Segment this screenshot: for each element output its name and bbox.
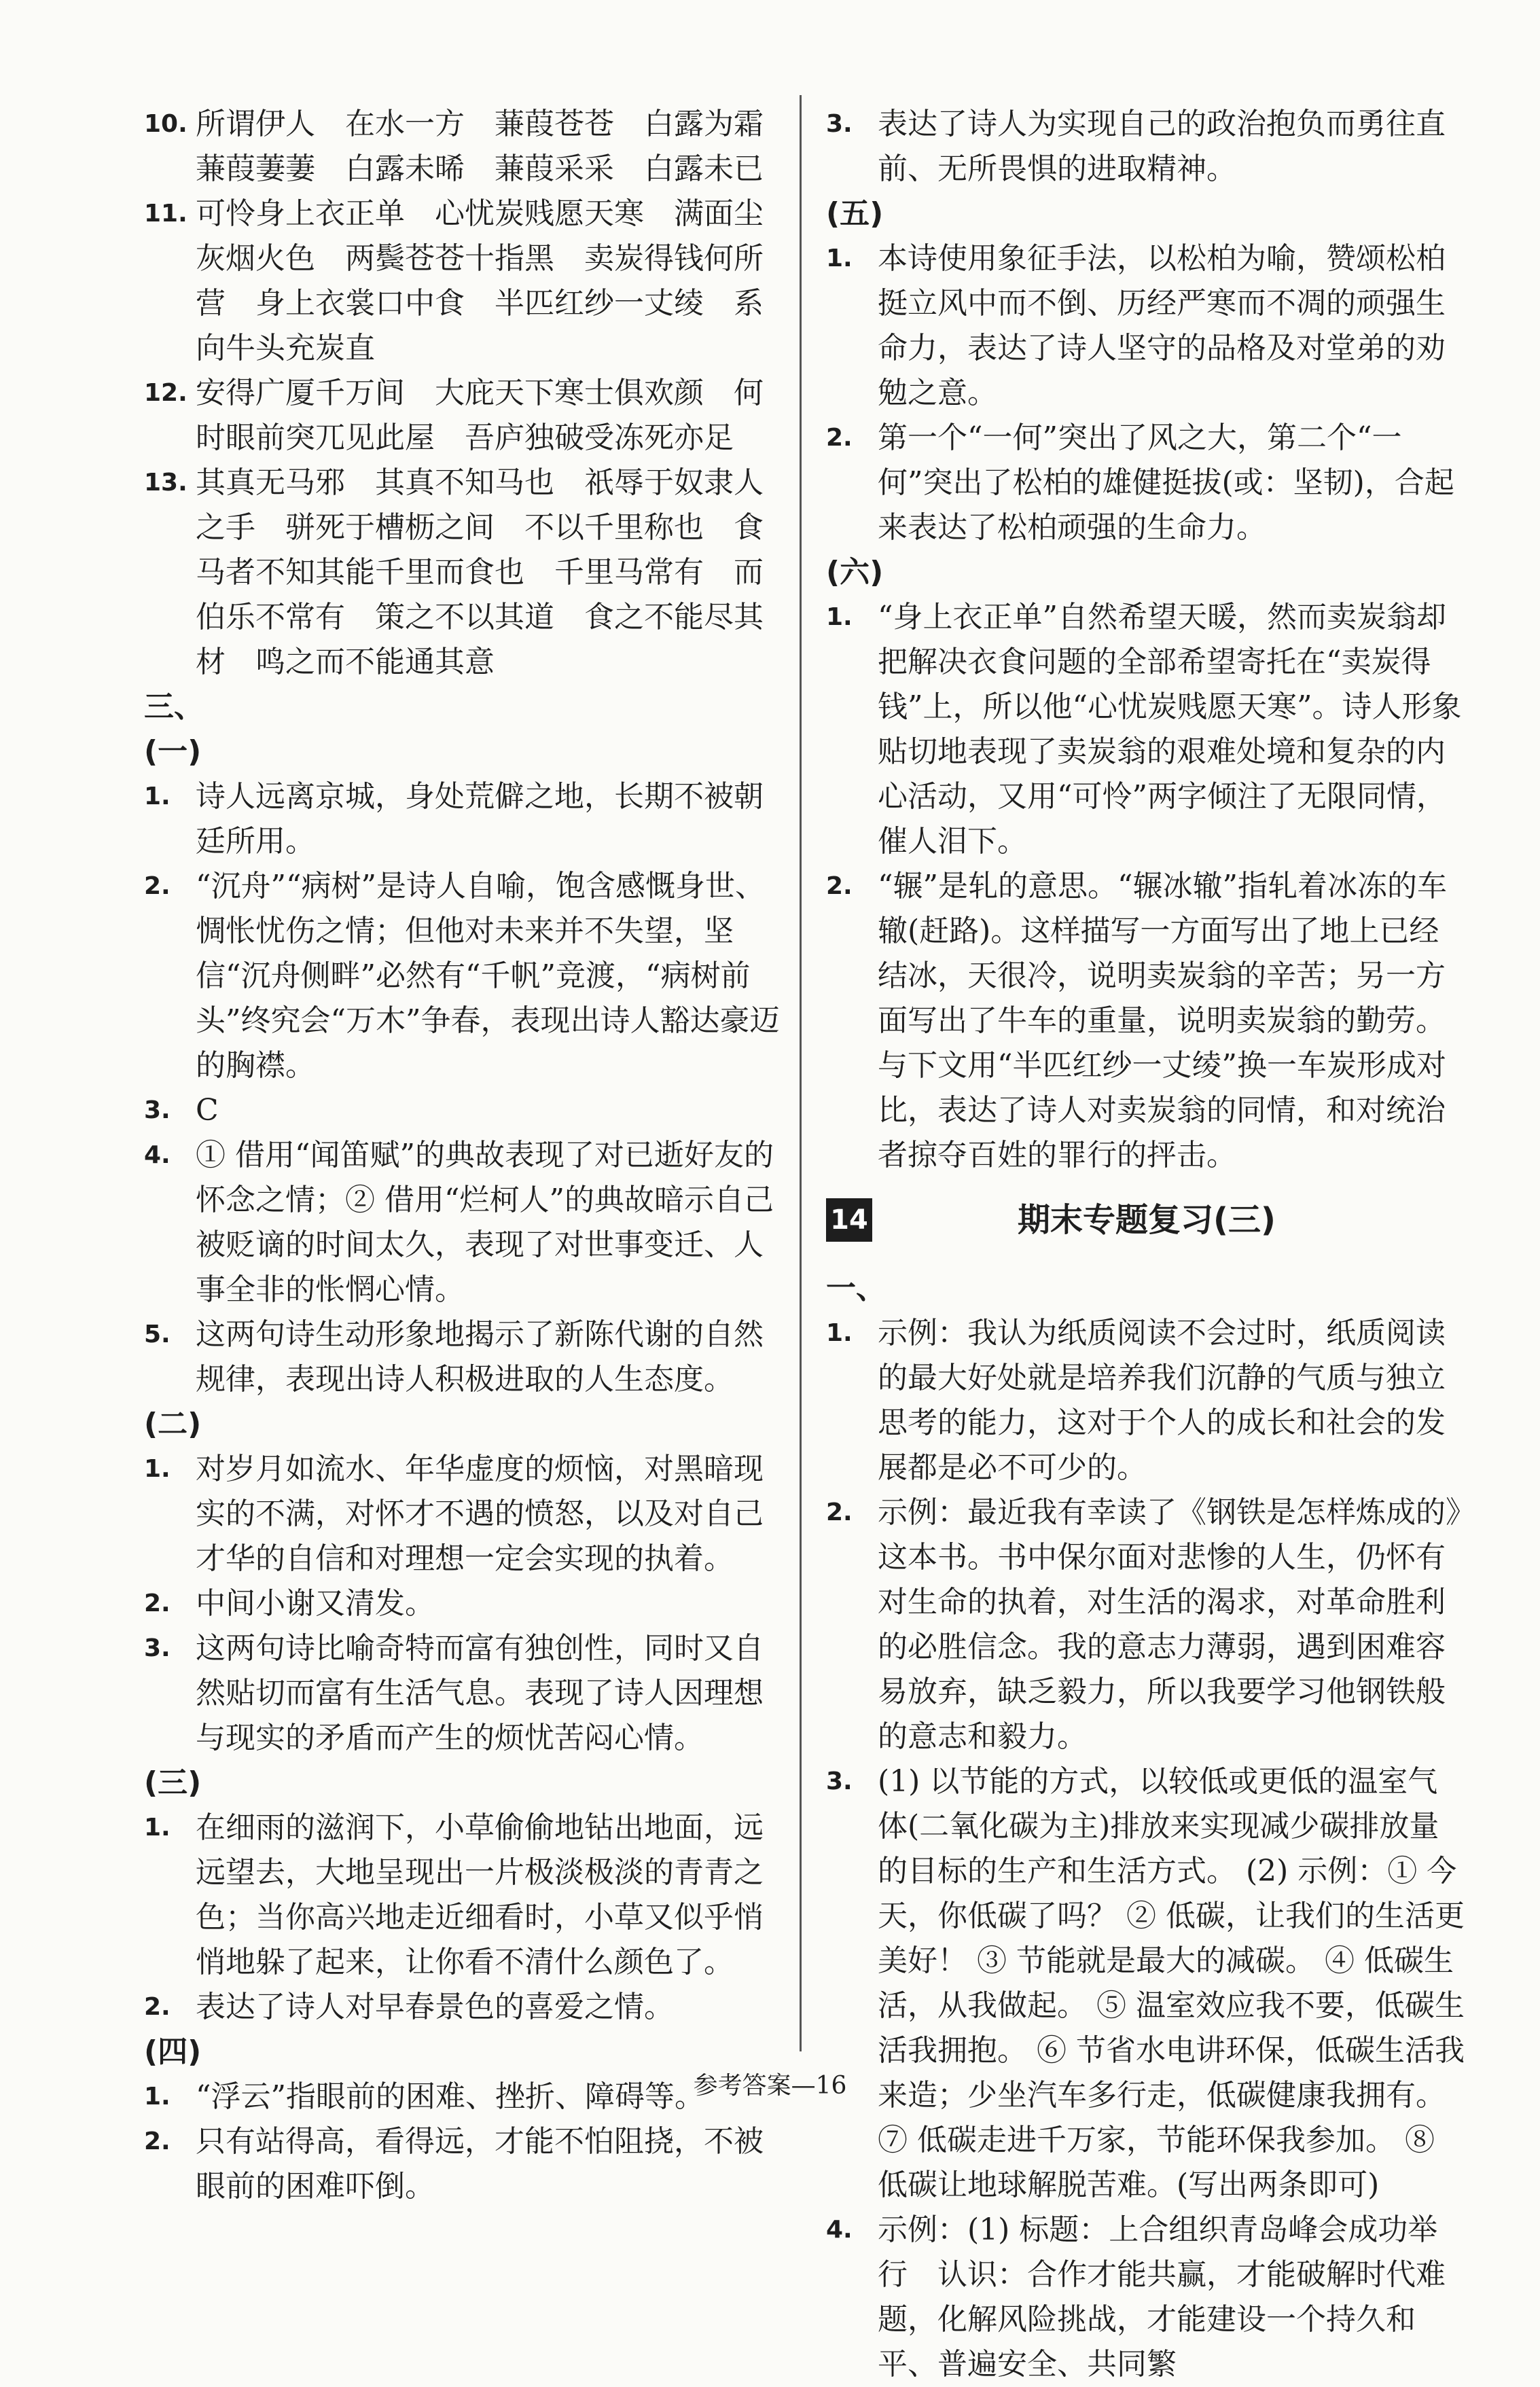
answer-number: 12. — [144, 379, 187, 407]
subsection-3-items — [144, 1806, 788, 2030]
answer-text: 示例：我认为纸质阅读不会过时，纸质阅读的最大好处就是培养我们沉静的气质与独立思考的能力，这对于个人的成长和社会的发展都是必不可少的。 — [878, 1316, 1446, 1485]
answer-item — [826, 595, 1467, 864]
answer-item — [144, 461, 788, 685]
answer-number: 4. — [826, 2216, 853, 2244]
subsection-5-items — [826, 236, 1467, 550]
answer-item — [826, 236, 1467, 416]
answer-text: 表达了诗人为实现自己的政治抱负而勇往直前、无所畏惧的进取精神。 — [878, 107, 1446, 186]
column-divider — [800, 95, 802, 2051]
subsection-5-label: (五) — [826, 196, 884, 231]
answer-number: 1. — [826, 245, 853, 272]
answer-item — [144, 1626, 788, 1761]
subsection-3-label: (三) — [144, 1765, 202, 1800]
answer-text: “浮云”指眼前的困难、挫折、障碍等。 — [196, 2079, 704, 2114]
section-number-badge: 14 — [826, 1198, 872, 1242]
answer-number: 5. — [144, 1321, 171, 1348]
answer-text: C — [196, 1093, 219, 1128]
answer-number: 1. — [144, 1814, 171, 1842]
answer-item — [144, 1581, 788, 1626]
answer-item — [826, 416, 1467, 550]
answer-text: 示例：最近我有幸读了《钢铁是怎样炼成的》这本书。书中保尔面对悲惨的人生，仍怀有对生命的执着，对生活的渴求，对革命胜利的必胜信念。我的意志力薄弱，遇到困难容易放弃，缺乏毅力，所以我要学习他钢铁般的意志和毅力。 — [878, 1495, 1461, 1754]
answer-text: 诗人远离京城，身处荒僻之地，长期不被朝廷所用。 — [196, 779, 764, 859]
answer-item — [144, 1985, 788, 2030]
answer-text: 本诗使用象征手法，以松柏为喻，赞颂松柏挺立风中而不倒、历经严寒而不凋的顽强生命力，表达了诗人坚守的品格及对堂弟的劝勉之意。 — [878, 241, 1446, 410]
answer-text: 对岁月如流水、年华虚度的烦恼，对黑暗现实的不满，对怀才不遇的愤怒，以及对自己才华的自信和对理想一定会实现的执着。 — [196, 1452, 764, 1576]
answer-item — [826, 1311, 1467, 1490]
right-top-items — [826, 102, 1467, 192]
answer-item — [144, 1088, 788, 1133]
subsection-2-items — [144, 1447, 788, 1761]
answer-number: 3. — [826, 1767, 853, 1795]
answer-text: 这两句诗生动形象地揭示了新陈代谢的自然规律，表现出诗人积极进取的人生态度。 — [196, 1317, 764, 1397]
subsection-1-label: (一) — [144, 734, 202, 769]
answer-number: 1. — [144, 1455, 171, 1483]
answer-number: 13. — [144, 469, 187, 497]
page-footer: 参考答案—16 — [693, 2072, 847, 2100]
answer-number: 3. — [144, 1634, 171, 1662]
answer-text: 这两句诗比喻奇特而富有独创性，同时又自然贴切而富有生活气息。表现了诗人因理想与现实的矛盾而产生的烦忧苦闷心情。 — [196, 1631, 764, 1755]
answer-item — [144, 1806, 788, 1985]
answer-item — [144, 1133, 788, 1312]
subsection-6-label: (六) — [826, 555, 884, 590]
answer-item — [144, 1447, 788, 1581]
part-3-label: 三、 — [144, 689, 204, 724]
answer-text: 在细雨的滋润下，小草偷偷地钻出地面，远远望去，大地呈现出一片极淡极淡的青青之色；当你高兴地走近细看时，小草又似乎悄悄地躲了起来，让你看不清什么颜色了。 — [196, 1810, 764, 1979]
answer-text: 所谓伊人 在水一方 蒹葭苍苍 白露为霜 蒹葭萋萋 白露未晞 蒹葭采采 白露未已 — [196, 107, 793, 186]
answer-item — [826, 864, 1467, 1178]
answer-text: 示例：(1) 标题：上合组织青岛峰会成功举行 认识：合作才能共赢，才能破解时代难题，化解风险挑战，才能建设一个持久和平、普遍安全、共同繁 — [878, 2212, 1446, 2382]
part-1-label: 一、 — [826, 1271, 886, 1306]
answer-number: 2. — [826, 1498, 853, 1526]
answer-text: 安得广厦千万间 大庇天下寒士俱欢颜 何时眼前突兀见此屋 吾庐独破受冻死亦足 — [196, 376, 764, 455]
answer-number: 1. — [826, 603, 853, 631]
answer-text: (1) 以节能的方式，以较低或更低的温室气体(二氧化碳为主)排放来实现减少碳排放量的目标的生产和生活方式。 (2) 示例：① 今天，你低碳了吗？ ② 低碳，让我们的生活更美好！ ③ 节能就是最大的减碳。 ④ 低碳生活，从我做起。 ⑤ 温室效应我不要，低碳生活我拥抱。 ⑥ 节省水电讲环保，低碳生活我来造；少坐汽车多行走，低碳健康我拥有。 ⑦ 低碳走进千万家，节能环保我参加。 ⑧ 低碳让地球解脱苦难。(写出两条即可) — [878, 1764, 1465, 2202]
part-1-items — [826, 1311, 1467, 2387]
answer-item — [144, 1312, 788, 1402]
answer-item — [826, 2208, 1467, 2387]
answer-text: 表达了诗人对早春景色的喜爱之情。 — [196, 1990, 674, 2024]
answer-item — [826, 1759, 1467, 2208]
answer-text: 第一个“一何”突出了风之大，第二个“一何”突出了松柏的雄健挺拔(或：坚韧)，合起来表达了松柏顽强的生命力。 — [878, 420, 1454, 545]
answer-text: ① 借用“闻笛赋”的典故表现了对已逝好友的怀念之情；② 借用“烂柯人”的典故暗示自己被贬谪的时间太久，表现了对世事变迁、人事全非的怅惘心情。 — [196, 1138, 774, 1307]
subsection-4-label: (四) — [144, 2034, 202, 2069]
answer-number: 2. — [826, 424, 853, 452]
answer-number: 10. — [144, 110, 187, 138]
subsection-2-label: (二) — [144, 1407, 202, 1441]
answer-number: 2. — [144, 1993, 171, 2021]
answer-number: 2. — [826, 872, 853, 900]
left-column — [144, 102, 793, 2209]
subsection-6-items — [826, 595, 1467, 1178]
answer-item — [144, 102, 793, 192]
answer-text: “身上衣正单”自然希望天暖，然而卖炭翁却把解决衣食问题的全部希望寄托在“卖炭得钱”上，所以他“心忧炭贱愿天寒”。诗人形象贴切地表现了卖炭翁的艰难处境和复杂的内心活动，又用“可怜”两字倾注了无限同情，催人泪下。 — [878, 600, 1462, 859]
answer-number: 1. — [144, 783, 171, 810]
answer-item — [144, 864, 788, 1088]
section-header — [826, 1183, 1467, 1263]
answer-number: 1. — [826, 1319, 853, 1347]
right-column — [826, 102, 1467, 2387]
answer-item — [826, 102, 1467, 192]
answer-number: 4. — [144, 1141, 171, 1169]
left-top-items — [144, 102, 793, 685]
answer-number: 3. — [144, 1096, 171, 1124]
answer-text: 只有站得高，看得远，才能不怕阻挠，不被眼前的困难吓倒。 — [196, 2124, 764, 2204]
answer-text: 中间小谢又清发。 — [196, 1586, 435, 1621]
answer-number: 3. — [826, 110, 853, 138]
answer-text: 可怜身上衣正单 心忧炭贱愿天寒 满面尘灰烟火色 两鬓苍苍十指黑 卖炭得钱何所营 身上衣裳口中食 半匹红纱一丈绫 系向牛头充炭直 — [196, 196, 764, 365]
answer-item — [144, 774, 788, 864]
answer-text: “辗”是轧的意思。“辗冰辙”指轧着冰冻的车辙(赶路)。这样描写一方面写出了地上已经结冰，天很冷，说明卖炭翁的辛苦；另一方面写出了牛车的重量，说明卖炭翁的勤劳。与下文用“半匹红纱一丈绫”换一车炭形成对比，表达了诗人对卖炭翁的同情，和对统治者掠夺百姓的罪行的抨击。 — [878, 869, 1447, 1172]
answer-number: 1. — [144, 2083, 171, 2111]
answer-text: 其真无马邪 其真不知马也 祇辱于奴隶人之手 骈死于槽枥之间 不以千里称也 食马者不知其能千里而食也 千里马常有 而伯乐不常有 策之不以其道 食之不能尽其材 鸣之而不能通其意 — [196, 465, 764, 679]
answer-item — [144, 192, 788, 371]
answer-number: 2. — [144, 2128, 171, 2155]
answer-item — [144, 2119, 788, 2209]
answer-text: “沉舟”“病树”是诗人自喻，饱含感慨身世、惆怅忧伤之情；但他对未来并不失望，坚信“沉舟侧畔”必然有“千帆”竞渡，“病树前头”终究会“万木”争春，表现出诗人豁达豪迈的胸襟。 — [196, 869, 780, 1083]
answer-number: 11. — [144, 200, 187, 228]
answer-item — [826, 1490, 1467, 1759]
section-title: 期末专题复习(三) — [1018, 1201, 1276, 1239]
answer-number: 2. — [144, 1590, 171, 1617]
subsection-1-items — [144, 774, 788, 1402]
answer-number: 2. — [144, 872, 171, 900]
answer-item — [144, 371, 788, 461]
